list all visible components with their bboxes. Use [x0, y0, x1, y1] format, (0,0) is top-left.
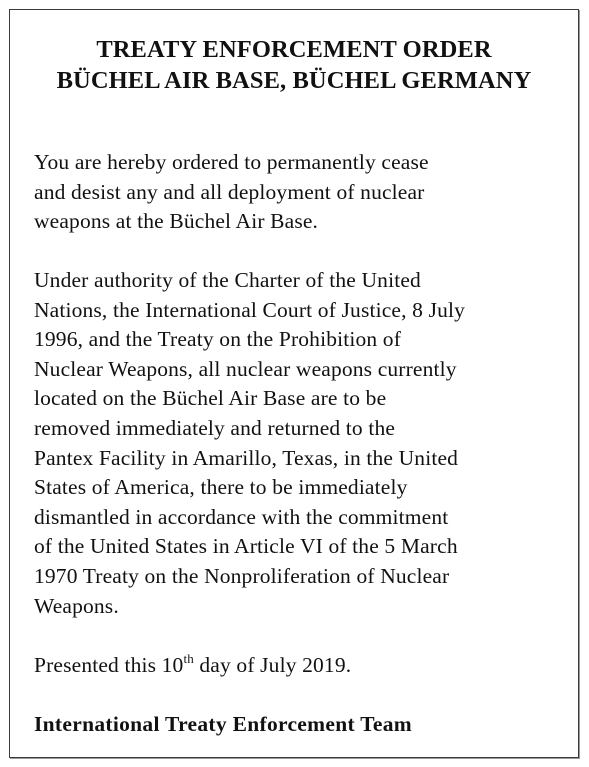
- text-line: located on the Büchel Air Base are to be: [34, 386, 387, 411]
- text-line: weapons at the Büchel Air Base.: [34, 209, 319, 234]
- text-line: 1970 Treaty on the Nonproliferation of Nuclear: [34, 563, 450, 588]
- text-line: removed immediately and returned to the: [34, 415, 396, 440]
- text-line: dismantled in accordance with the commitment: [34, 504, 449, 529]
- text-line: You are hereby ordered to permanently cease: [34, 150, 429, 174]
- title-line: BÜCHEL AIR BASE, BÜCHEL GERMANY: [56, 67, 532, 94]
- text-line: Weapons.: [34, 593, 119, 618]
- date-prefix: Presented this 10: [34, 653, 184, 677]
- document-title: [10, 34, 578, 96]
- text-line: 1996, and the Treaty on the Prohibition of: [34, 327, 402, 352]
- signature: International Treaty Enforcement Team: [34, 712, 412, 736]
- date-line: [34, 651, 574, 681]
- text-line: Pantex Facility in Amarillo, Texas, in the United: [34, 445, 459, 470]
- order-paragraph: [34, 148, 574, 237]
- text-line: Under authority of the Charter of the United: [34, 268, 421, 292]
- order-document: [9, 9, 579, 758]
- text-line: Nations, the International Court of Justice, 8 July: [34, 297, 466, 322]
- text-line: States of America, there to be immediately: [34, 475, 408, 500]
- text-line: of the United States in Article VI of the 5 March: [34, 534, 458, 559]
- authority-paragraph: [34, 266, 574, 621]
- text-line: and desist any and all deployment of nuclear: [34, 179, 425, 204]
- date-ordinal-suffix: th: [183, 651, 194, 666]
- date-suffix: day of July 2019.: [193, 653, 352, 677]
- text-line: Nuclear Weapons, all nuclear weapons currently: [34, 356, 457, 381]
- title-line: TREATY ENFORCEMENT ORDER: [96, 36, 492, 63]
- presented-date: [34, 651, 574, 681]
